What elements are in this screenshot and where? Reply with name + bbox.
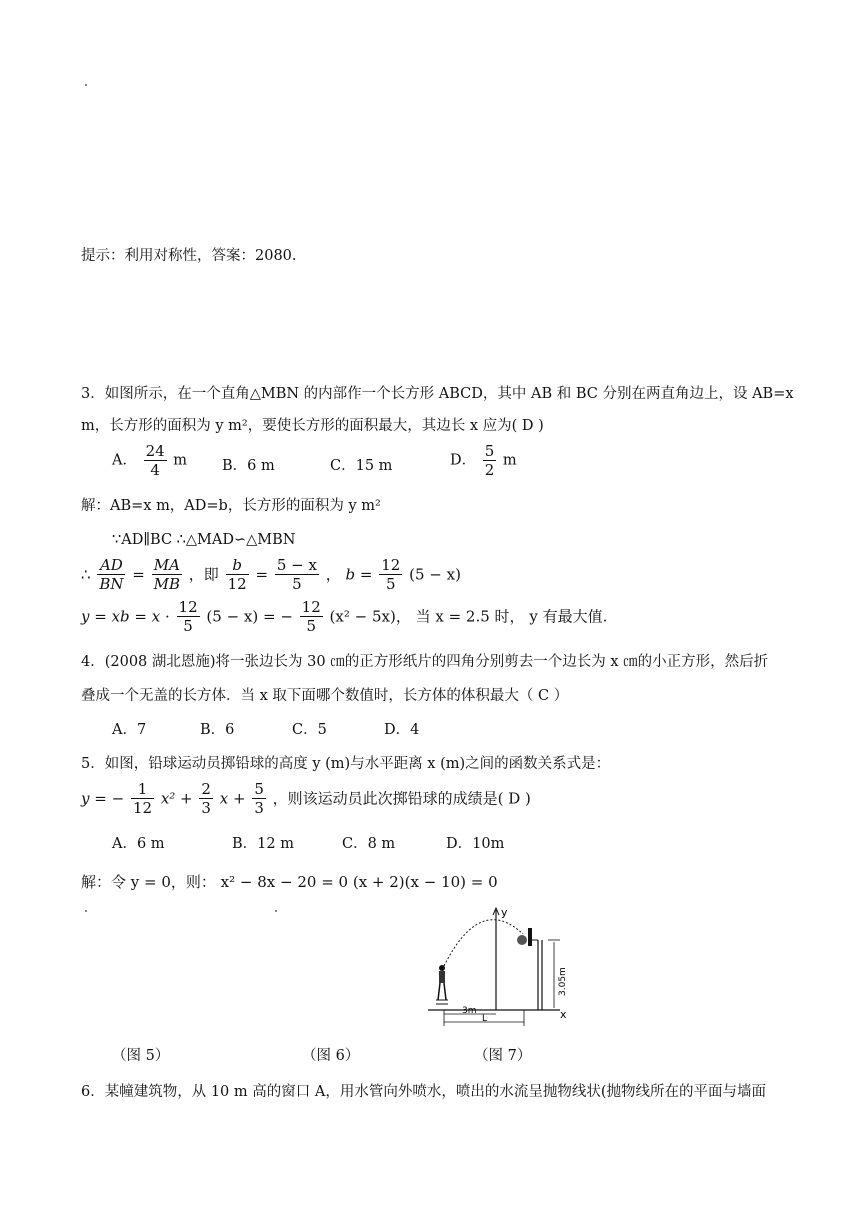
- q3-option-b: B．6 m: [222, 458, 275, 474]
- q4-line1: 4．(2008 湖北恩施)将一张边长为 30 ㎝的正方形纸片的四角分别剪去一个边长为 x ㎝的小正方形，然后折: [81, 654, 769, 670]
- parabola-figure: [420, 904, 590, 1028]
- caption-fig7: （图 7）: [474, 1048, 532, 1064]
- q5-line1: 5．如图，铅球运动员掷铅球的高度 y (m)与水平距离 x (m)之间的函数关系式是：: [81, 756, 611, 772]
- option-label: D．: [450, 452, 477, 469]
- q3-option-a: A． $\frac{24}{4}$ m: [112, 442, 188, 479]
- stray-dot: [85, 910, 87, 912]
- height-label: 3.05m: [558, 967, 568, 996]
- q3-line2: m，长方形的面积为 y m²，要使长方形的面积最大，其边长 x 应为( D ): [81, 418, 544, 434]
- q4-option-d: D．4: [384, 722, 420, 738]
- fraction: $\frac{5}{2}$: [484, 442, 495, 479]
- hint-line: 提示：利用对称性，答案：2080.: [81, 248, 297, 264]
- player-figure: [436, 965, 448, 1004]
- q5-equation: y = − $\frac{1}{12}$ x² + $\frac{2}{3}$ x + $\frac{5}{3}$ ，则该运动员此次掷铅球的成绩是( D ): [81, 780, 531, 817]
- caption-fig5: （图 5）: [112, 1048, 170, 1064]
- q3-solution-2: ∵AD∥BC ∴△MAD∽△MBN: [112, 532, 296, 548]
- fraction: $\frac{24}{4}$: [145, 442, 165, 479]
- q3-solution-3: ∴ $\frac{AD}{BN}$ = $\frac{MA}{MB}$ ，即 $\frac{b}{12}$ = $\frac{5 - x}{5}$ ， b = $\frac{12}{5}$ (5 − x): [81, 556, 461, 593]
- q5-option-c: C．8 m: [342, 836, 396, 852]
- q5-option-a: A．6 m: [112, 836, 165, 852]
- stray-dot: [85, 84, 87, 86]
- q4-option-c: C．5: [292, 722, 327, 738]
- q4-option-b: B．6: [200, 722, 235, 738]
- length-label: L: [482, 1014, 488, 1024]
- q3-line1: 3．如图所示，在一个直角△MBN 的内部作一个长方形 ABCD，其中 AB 和 BC 分别在两直角边上，设 AB=x: [81, 386, 794, 402]
- basket-figure: [517, 928, 542, 1010]
- y-axis-label: y: [501, 906, 508, 919]
- trajectory-curve: [444, 920, 523, 966]
- q3-solution-1: 解：AB=x m，AD=b，长方形的面积为 y m²: [81, 498, 381, 514]
- stray-dot: [275, 910, 277, 912]
- x-axis-label: x: [560, 1008, 567, 1021]
- q3-solution-4: y = xb = x · $\frac{12}{5}$ (5 − x) = − $\frac{12}{5}$ (x² − 5x)， 当 x = 2.5 时， y 有最大值.: [81, 598, 608, 635]
- q3-option-d: D． $\frac{5}{2}$ m: [450, 442, 517, 479]
- q4-option-a: A．7: [112, 722, 147, 738]
- q5-solution: 解：令 y = 0，则： x² − 8x − 20 = 0 (x + 2)(x − 10) = 0: [81, 873, 498, 891]
- q3-option-c: C．15 m: [330, 458, 393, 474]
- option-label: A．: [112, 452, 137, 469]
- distance-label: 3m: [462, 1006, 477, 1016]
- q6-line1: 6．某幢建筑物，从 10 m 高的窗口 A，用水管向外喷水，喷出的水流呈抛物线状(抛物线所在的平面与墙面: [81, 1084, 766, 1100]
- q5-option-b: B．12 m: [232, 836, 294, 852]
- caption-fig6: （图 6）: [302, 1048, 360, 1064]
- q5-option-d: D．10m: [446, 836, 505, 852]
- q4-line2: 叠成一个无盖的长方体．当 x 取下面哪个数值时，长方体的体积最大（ C ）: [81, 688, 569, 704]
